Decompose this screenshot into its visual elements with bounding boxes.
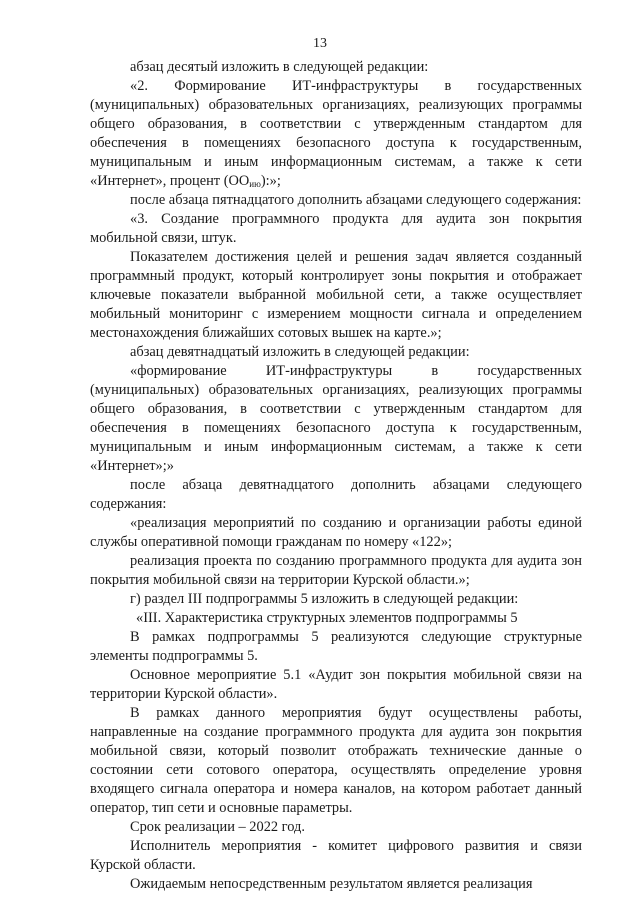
- paragraph-2-subscript: ию: [249, 179, 261, 189]
- paragraph-2: [90, 77, 582, 191]
- paragraph-2-tail: ):»;: [260, 173, 281, 189]
- paragraph-5: Показателем достижения целей и решения задач является созданный программный продукт, который контролирует зоны покрытия и отображает ключевые показатели выбранной мобильной сети, а также осуществляет мобильный мониторинг с измерением мощности сигнала и определением местонахождения ближайших сотовых вышек на карте.»;: [90, 249, 582, 341]
- paragraph-3: после абзаца пятнадцатого дополнить абзацами следующего содержания:: [130, 192, 582, 208]
- paragraph-18: Ожидаемым непосредственным результатом является реализация: [130, 876, 533, 892]
- paragraph-16: Срок реализации – 2022 год.: [130, 819, 305, 835]
- document-body: [90, 58, 582, 894]
- section-heading: «III. Характеристика структурных элементов подпрограммы 5: [136, 610, 518, 626]
- paragraph-10: реализация проекта по созданию программного продукта для аудита зон покрытия мобильной связи на территории Курской области.»;: [90, 553, 582, 588]
- paragraph-8: после абзаца девятнадцатого дополнить абзацами следующего содержания:: [90, 477, 582, 512]
- paragraph-14: Основное мероприятие 5.1 «Аудит зон покрытия мобильной связи на территории Курской области».: [90, 667, 582, 702]
- paragraph-1: абзац десятый изложить в следующей редакции:: [130, 59, 429, 75]
- paragraph-2-text: «2. Формирование ИТ-инфраструктуры в государственных (муниципальных) образовательных организациях, реализующих программы общего образования, в соответствии с утвержденным стандартом для обеспечения в помещениях безопасного доступа к государственным, муниципальным и иным информационным системам, а также к сети «Интернет», процент (ОО: [90, 78, 582, 189]
- paragraph-4: «3. Создание программного продукта для аудита зон покрытия мобильной связи, штук.: [90, 211, 582, 246]
- paragraph-17: Исполнитель мероприятия - комитет цифрового развития и связи Курской области.: [90, 838, 582, 873]
- page-number: 13: [313, 36, 327, 51]
- paragraph-15: В рамках данного мероприятия будут осуществлены работы, направленные на создание программного продукта для аудита зон покрытия мобильной связи, который позволит отображать технические данные о состоянии сети сотового оператора, осуществлять определение уровня входящего сигнала оператора и номера каналов, на котором работает данный оператор, тип сети и основные параметры.: [90, 705, 582, 816]
- paragraph-11: г) раздел III подпрограммы 5 изложить в следующей редакции:: [130, 591, 519, 607]
- paragraph-13: В рамках подпрограммы 5 реализуются следующие структурные элементы подпрограммы 5.: [90, 629, 582, 664]
- paragraph-7: «формирование ИТ-инфраструктуры в государственных (муниципальных) образовательных организациях, реализующих программы общего образования, в соответствии с утвержденным стандартом для обеспечения в помещениях безопасного доступа к государственным, муниципальным и иным информационным системам, а также к сети «Интернет»;»: [90, 363, 582, 474]
- paragraph-9: «реализация мероприятий по созданию и организации работы единой службы оперативной помощи гражданам по номеру «122»;: [90, 515, 582, 550]
- paragraph-6: абзац девятнадцатый изложить в следующей редакции:: [130, 344, 470, 360]
